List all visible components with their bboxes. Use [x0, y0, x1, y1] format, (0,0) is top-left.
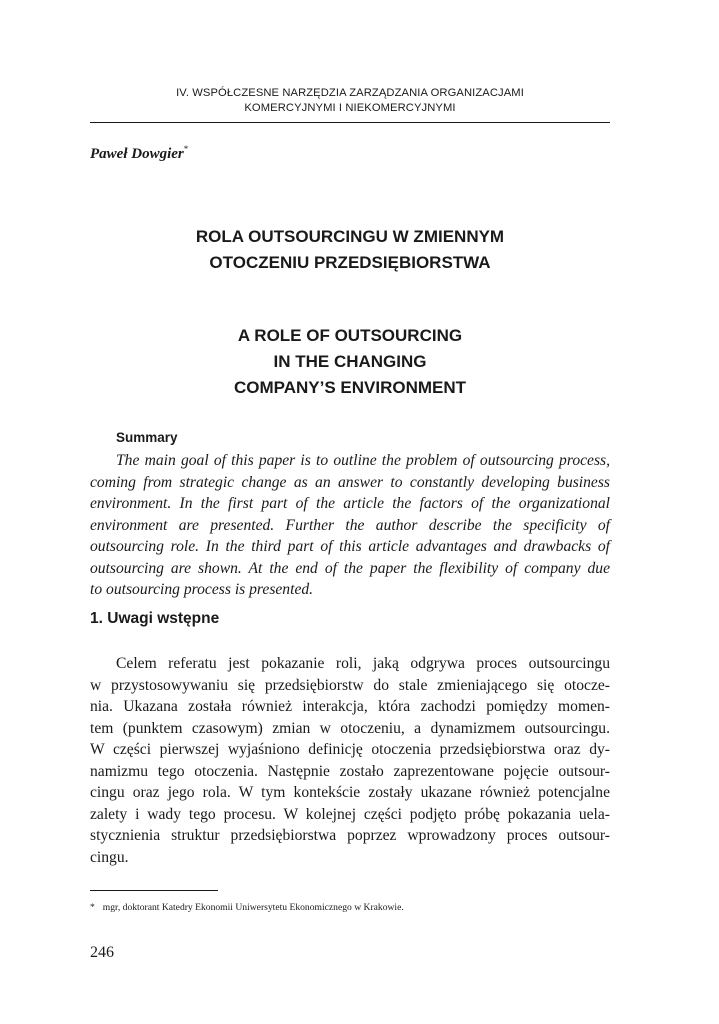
page-number: 246: [90, 944, 114, 961]
body-line: Celem referatu jest pokazanie roli, jaką odgrywa proces outsourcingu: [116, 655, 610, 672]
author-footnote-marker[interactable]: *: [183, 144, 189, 154]
title-english-line-1: A ROLE OF OUTSOURCING: [237, 326, 463, 345]
body-line: W części pierwszej wyjaśniono definicję otoczenia przedsiębiorstwa oraz dy-: [90, 741, 610, 758]
summary-line: outsourcing are shown. At the end of the paper the flexibility of company due: [90, 559, 610, 577]
body-line: zalety i wady tego procesu. W kolejnej części podjęto próbę pokazania uela-: [90, 805, 610, 823]
body-line: nia. Ukazana została również interakcja, która zachodzi pomiędzy momen-: [90, 698, 610, 715]
summary-line: coming from strategic change as an answer to constantly developing business: [90, 473, 610, 491]
author-name: Paweł Dowgier: [90, 146, 184, 162]
section-heading: [90, 610, 219, 628]
title-english-line-3: COMPANY’S ENVIRONMENT: [233, 378, 467, 397]
body-line: cingu.: [90, 848, 129, 866]
title-english-line-2: IN THE CHANGING: [273, 352, 427, 371]
summary-line: outsourcing role. In the third part of this article advantages and drawbacks of: [90, 538, 610, 555]
footnote-text: mgr, doktorant Katedry Ekonomii Uniwersytetu Ekonomicznego w Krakowie.: [102, 902, 404, 913]
running-header-line-2: KOMERCYJNYMI I NIEKOMERCYJNYMI: [244, 102, 456, 114]
body-line: stycznienia struktur przedsiębiorstwa poprzez wprowadzony proces outsour-: [90, 827, 610, 844]
running-header: [90, 86, 610, 116]
footnote-rule: [90, 890, 218, 891]
title-polish-line-2: OTOCZENIU PRZEDSIĘBIORSTWA: [209, 253, 491, 272]
section-number: 1.: [90, 610, 103, 627]
body-line: w przystosowywaniu się przedsiębiorstw do stale zmieniającego się otocze-: [90, 676, 610, 694]
title-polish-line-1: ROLA OUTSOURCINGU W ZMIENNYM: [195, 227, 505, 246]
body-paragraph: [90, 653, 610, 868]
body-line: tem (punktem czasowym) zmian w otoczeniu, a dynamizmem outsourcingu.: [90, 719, 610, 737]
summary-line: to outsourcing process is presented.: [90, 581, 314, 598]
footnote: [90, 902, 404, 913]
footnote-marker: *: [90, 902, 95, 913]
section-title: Uwagi wstępne: [107, 610, 220, 627]
summary-line: environment are presented. Further the author describe the specificity of: [90, 516, 610, 534]
header-rule: [90, 122, 610, 123]
summary-line: The main goal of this paper is to outline the problem of outsourcing process,: [116, 452, 610, 469]
summary-text: [90, 450, 610, 601]
summary-heading: Summary: [116, 430, 178, 445]
running-header-line-1: IV. WSPÓŁCZESNE NARZĘDZIA ZARZĄDZANIA ORGANIZACJAMI: [176, 87, 524, 99]
body-line: cingu oraz jego rola. W tym kontekście zostały ukazane również potencjalne: [90, 784, 610, 801]
title-polish: [90, 224, 610, 276]
summary-line: environment. In the first part of the article the factors of the organizational: [90, 495, 610, 512]
title-english: [90, 323, 610, 401]
author-line: [90, 146, 188, 163]
body-line: namizmu tego otoczenia. Następnie zostało zaprezentowane pojęcie outsour-: [90, 762, 610, 780]
